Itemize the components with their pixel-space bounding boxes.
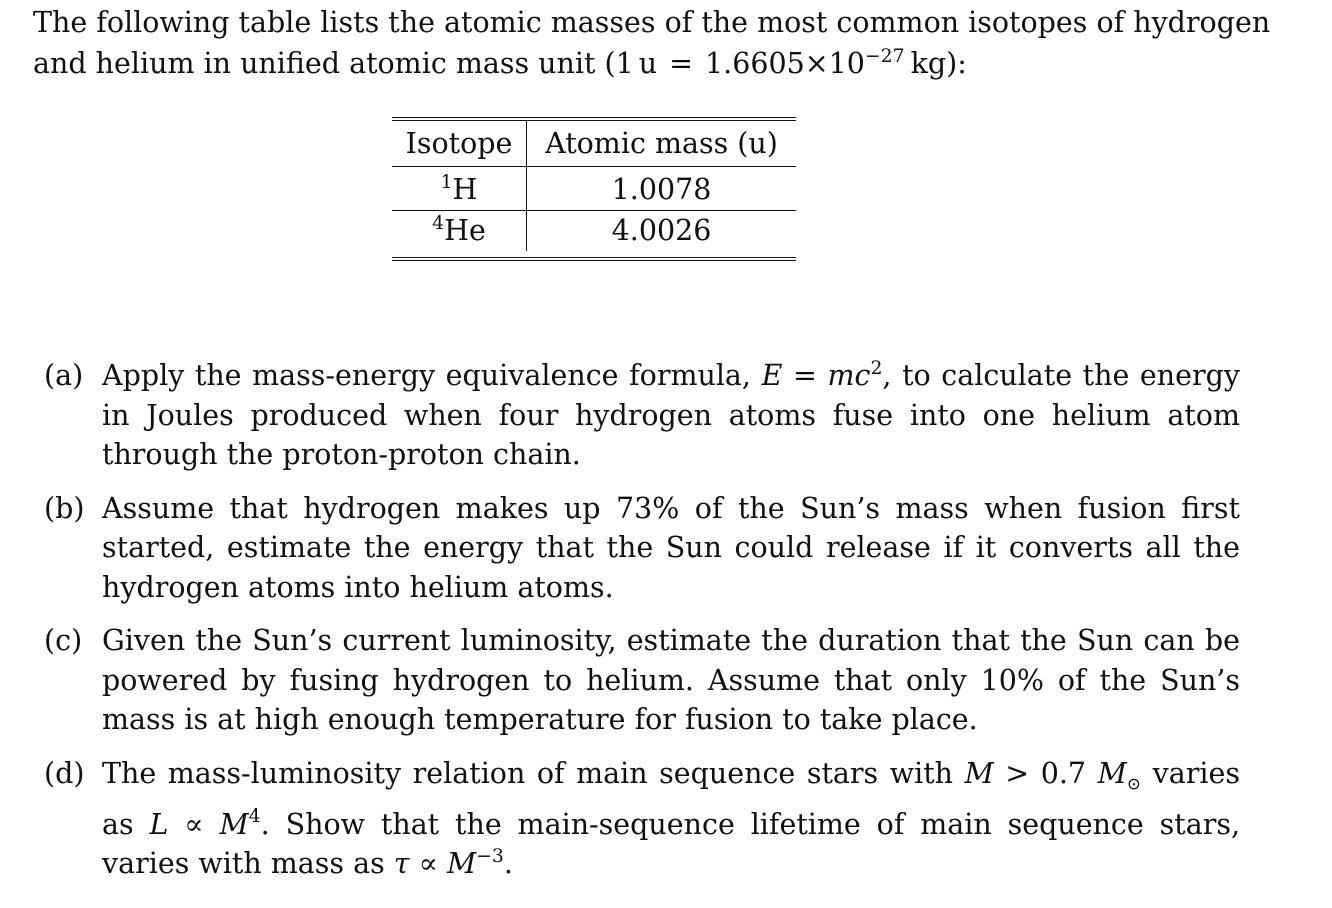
isotope-cell <box>392 211 527 252</box>
element-symbol: He <box>444 214 486 247</box>
question-d-text-1: The mass-luminosity relation of main sequence stars with <box>102 756 965 790</box>
question-text <box>102 754 1240 884</box>
table-header-row <box>392 121 796 167</box>
symbol-mass: M <box>446 847 477 881</box>
question-b <box>44 489 1240 608</box>
question-d-text-3: . Show that the main-sequence lifetime of main sequence stars, varies with mass as <box>102 807 1241 881</box>
header-isotope: Isotope <box>392 121 527 167</box>
question-d-text-4: . <box>503 847 513 881</box>
isotope-table-wrapper <box>392 117 796 261</box>
intro-line-1: The following table lists the atomic masses of the most common isotopes of hydrogen <box>33 6 1271 39</box>
header-atomic-mass: Atomic mass (u) <box>527 121 797 167</box>
intro-line-2 <box>33 43 1243 84</box>
proportional-symbol: ∝ <box>168 807 220 841</box>
table-bottom-rule <box>392 257 796 261</box>
question-a-text-before: Apply the mass-energy equivalence formula, <box>102 359 762 392</box>
question-c <box>44 621 1240 740</box>
intro-line-2-prefix: and helium in unified atomic mass unit (1 <box>33 47 634 80</box>
question-label: (d) <box>44 756 85 790</box>
atomic-mass-cell: 4.0026 <box>611 214 712 247</box>
sun-symbol-icon: ⊙ <box>1126 774 1142 795</box>
mass-number: 4 <box>432 212 445 234</box>
symbol-solar-mass: M <box>1097 756 1127 790</box>
question-a <box>44 356 1240 475</box>
greater-than-value: > 0.7 <box>993 756 1098 790</box>
mass-number: 1 <box>440 171 453 193</box>
unit-u: u <box>638 47 658 80</box>
question-d-text-2: varies as <box>102 756 1240 841</box>
isotope-cell <box>392 170 527 211</box>
question-list <box>44 356 1240 898</box>
unit-kg: kg): <box>910 47 967 80</box>
symbol-lifetime: τ <box>393 847 410 881</box>
symbol-mass: M <box>219 807 249 841</box>
formula-exponent: 2 <box>870 357 883 379</box>
conversion-mantissa: 1.6605×10 <box>705 47 865 80</box>
conversion-exponent: −27 <box>864 45 905 67</box>
symbol-luminosity: L <box>149 807 169 841</box>
proportional-symbol: ∝ <box>409 847 447 881</box>
atomic-mass-cell: 1.0078 <box>527 170 797 211</box>
question-text <box>102 356 1240 475</box>
formula-mc: mc <box>827 359 871 392</box>
formula-energy-symbol: E <box>761 359 783 392</box>
intro-paragraph <box>33 2 1271 84</box>
element-symbol: H <box>452 173 478 206</box>
question-label: (b) <box>44 491 85 525</box>
equals-sign: = <box>669 47 694 80</box>
question-text: Assume that hydrogen makes up 73% of the Sun’s mass when fusion first started, estimate the energy that the Sun could release if it converts all the hydrogen atoms into helium atoms. <box>102 491 1240 604</box>
exponent-four: 4 <box>248 806 261 828</box>
symbol-mass: M <box>964 756 994 790</box>
exponent-negative-three: −3 <box>476 845 504 867</box>
question-label: (a) <box>44 359 84 392</box>
question-d <box>44 754 1240 884</box>
table-row <box>392 211 796 252</box>
table-row <box>392 170 796 211</box>
question-label: (c) <box>44 624 83 657</box>
question-a-text-after: , to calculate the energy in Joules produced when four hydrogen atoms fuse into one helium atom through the proton-proton chain. <box>102 359 1240 471</box>
question-text: Given the Sun’s current luminosity, estimate the duration that the Sun can be powered by fusing hydrogen to helium. Assume that only 10% of the Sun’s mass is at high enough temperature for fusion to take place. <box>102 624 1240 736</box>
formula-equals: = <box>782 359 828 392</box>
isotope-table <box>392 121 796 251</box>
